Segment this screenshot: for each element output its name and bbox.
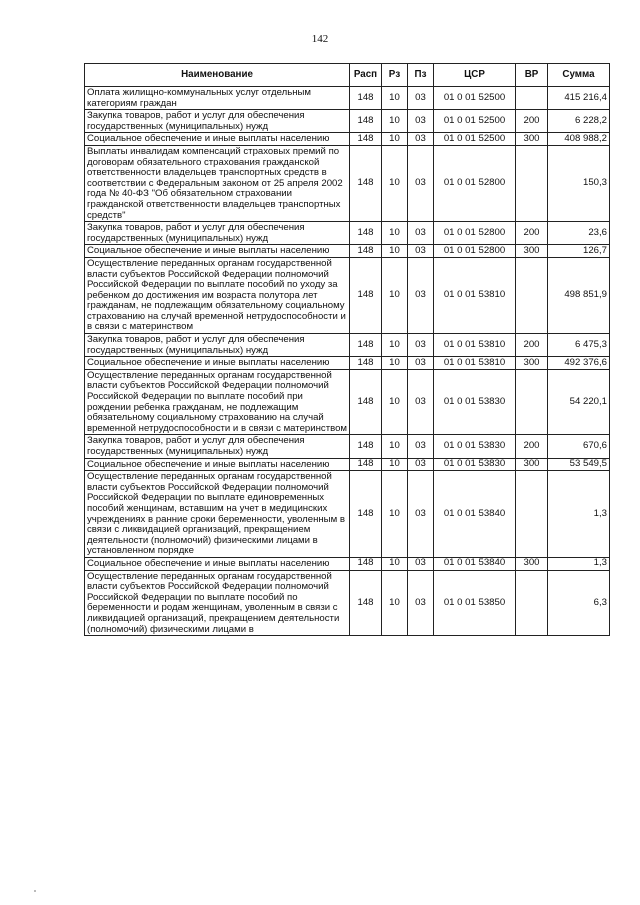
cell-sum: 492 376,6 (548, 357, 610, 370)
cell-rz: 10 (382, 570, 408, 636)
column-header-pz: Пз (408, 64, 434, 87)
column-header-name: Наименование (85, 64, 350, 87)
cell-csr: 01 0 01 52500 (434, 87, 516, 110)
cell-name: Осуществление переданных органам государственной власти субъектов Российской Федерации полномочий Российской Федерации по выплате пособий при рождении ребенка гражданам, не подлежащим обязательному социальному страхованию на случай временной нетрудоспособности и в связи с материнством (85, 369, 350, 435)
cell-pz: 03 (408, 334, 434, 357)
cell-sum: 1,3 (548, 557, 610, 570)
cell-rz: 10 (382, 334, 408, 357)
cell-name: Осуществление переданных органам государственной власти субъектов Российской Федерации полномочий Российской Федерации по выплате единовременных пособий женщинам, вставшим на учет в медицинских учреждениях в ранние сроки беременности, уволенным в связи с ликвидацией организаций, прекращением деятельности (полномочий) физическими лицами в установленном порядке (85, 471, 350, 558)
cell-rz: 10 (382, 557, 408, 570)
cell-rasp: 148 (350, 257, 382, 333)
cell-pz: 03 (408, 110, 434, 133)
cell-sum: 23,6 (548, 222, 610, 245)
cell-vr: 300 (516, 557, 548, 570)
cell-name: Социальное обеспечение и иные выплаты населению (85, 557, 350, 570)
cell-sum: 6,3 (548, 570, 610, 636)
cell-vr (516, 369, 548, 435)
cell-csr: 01 0 01 53830 (434, 458, 516, 471)
cell-name: Осуществление переданных органам государственной власти субъектов Российской Федерации полномочий Российской Федерации по выплате пособий по беременности и родам женщинам, уволенным в связи с ликвидацией организаций, прекращением деятельности (полномочий) физическими лицами в (85, 570, 350, 636)
table-header-row (85, 64, 610, 87)
cell-rasp: 148 (350, 110, 382, 133)
cell-sum: 6 475,3 (548, 334, 610, 357)
cell-name: Осуществление переданных органам государственной власти субъектов Российской Федерации полномочий Российской Федерации по выплате пособий по уходу за ребенком до достижения им возраста полутора лет гражданам, не подлежащим обязательному социальному страхованию на случай временной нетрудоспособности и в связи с материнством (85, 257, 350, 333)
cell-rz: 10 (382, 133, 408, 146)
table-row (85, 471, 610, 558)
cell-pz: 03 (408, 458, 434, 471)
cell-rz: 10 (382, 222, 408, 245)
cell-pz: 03 (408, 369, 434, 435)
cell-name: Социальное обеспечение и иные выплаты населению (85, 458, 350, 471)
cell-pz: 03 (408, 245, 434, 258)
cell-rz: 10 (382, 257, 408, 333)
cell-name: Социальное обеспечение и иные выплаты населению (85, 133, 350, 146)
cell-pz: 03 (408, 87, 434, 110)
table-row (85, 110, 610, 133)
cell-rz: 10 (382, 145, 408, 221)
cell-vr: 200 (516, 435, 548, 458)
cell-pz: 03 (408, 471, 434, 558)
cell-rz: 10 (382, 458, 408, 471)
cell-pz: 03 (408, 570, 434, 636)
cell-csr: 01 0 01 53810 (434, 357, 516, 370)
cell-csr: 01 0 01 52800 (434, 222, 516, 245)
table-row (85, 570, 610, 636)
table-row (85, 145, 610, 221)
scan-speck (34, 890, 36, 892)
cell-sum: 670,6 (548, 435, 610, 458)
cell-vr (516, 257, 548, 333)
cell-rz: 10 (382, 87, 408, 110)
cell-csr: 01 0 01 53840 (434, 557, 516, 570)
cell-rasp: 148 (350, 133, 382, 146)
column-header-rz: Рз (382, 64, 408, 87)
cell-vr: 200 (516, 222, 548, 245)
cell-pz: 03 (408, 257, 434, 333)
cell-pz: 03 (408, 133, 434, 146)
cell-sum: 126,7 (548, 245, 610, 258)
cell-rasp: 148 (350, 87, 382, 110)
cell-vr (516, 87, 548, 110)
cell-sum: 498 851,9 (548, 257, 610, 333)
cell-name: Закупка товаров, работ и услуг для обеспечения государственных (муниципальных) нужд (85, 435, 350, 458)
cell-csr: 01 0 01 52500 (434, 110, 516, 133)
cell-pz: 03 (408, 145, 434, 221)
column-header-rasp: Расп (350, 64, 382, 87)
cell-rasp: 148 (350, 471, 382, 558)
cell-vr (516, 471, 548, 558)
page-number: 142 (311, 33, 329, 45)
cell-rz: 10 (382, 245, 408, 258)
cell-pz: 03 (408, 435, 434, 458)
table-row (85, 87, 610, 110)
cell-vr: 300 (516, 245, 548, 258)
cell-name: Выплаты инвалидам компенсаций страховых премий по договорам обязательного страхования гражданской ответственности владельцев транспортных средств в соответствии с Федеральным законом от 25 апреля 2002 года № 40-ФЗ "Об обязательном страховании гражданской ответственности владельцев транспортных средств" (85, 145, 350, 221)
table-row (85, 357, 610, 370)
cell-sum: 150,3 (548, 145, 610, 221)
column-header-sum: Сумма (548, 64, 610, 87)
cell-name: Оплата жилищно-коммунальных услуг отдельным категориям граждан (85, 87, 350, 110)
table-row (85, 557, 610, 570)
cell-rasp: 148 (350, 570, 382, 636)
cell-pz: 03 (408, 222, 434, 245)
table-row (85, 334, 610, 357)
cell-rasp: 148 (350, 222, 382, 245)
cell-csr: 01 0 01 53830 (434, 369, 516, 435)
cell-rasp: 148 (350, 245, 382, 258)
table-row (85, 257, 610, 333)
table-row (85, 245, 610, 258)
cell-csr: 01 0 01 52800 (434, 145, 516, 221)
cell-csr: 01 0 01 53840 (434, 471, 516, 558)
cell-vr: 200 (516, 334, 548, 357)
cell-rasp: 148 (350, 557, 382, 570)
cell-rasp: 148 (350, 369, 382, 435)
cell-name: Закупка товаров, работ и услуг для обеспечения государственных (муниципальных) нужд (85, 222, 350, 245)
cell-sum: 1,3 (548, 471, 610, 558)
table-row (85, 133, 610, 146)
cell-sum: 53 549,5 (548, 458, 610, 471)
cell-rz: 10 (382, 110, 408, 133)
cell-vr: 200 (516, 110, 548, 133)
cell-rz: 10 (382, 357, 408, 370)
column-header-csr: ЦСР (434, 64, 516, 87)
cell-rz: 10 (382, 471, 408, 558)
cell-name: Закупка товаров, работ и услуг для обеспечения государственных (муниципальных) нужд (85, 110, 350, 133)
cell-rz: 10 (382, 435, 408, 458)
cell-sum: 54 220,1 (548, 369, 610, 435)
cell-csr: 01 0 01 53810 (434, 334, 516, 357)
cell-name: Социальное обеспечение и иные выплаты населению (85, 245, 350, 258)
cell-name: Закупка товаров, работ и услуг для обеспечения государственных (муниципальных) нужд (85, 334, 350, 357)
cell-rz: 10 (382, 369, 408, 435)
budget-table (84, 63, 610, 636)
cell-vr: 300 (516, 458, 548, 471)
cell-vr (516, 570, 548, 636)
cell-vr: 300 (516, 133, 548, 146)
cell-rasp: 148 (350, 145, 382, 221)
cell-rasp: 148 (350, 435, 382, 458)
cell-name: Социальное обеспечение и иные выплаты населению (85, 357, 350, 370)
cell-rasp: 148 (350, 357, 382, 370)
table-row (85, 222, 610, 245)
table-row (85, 369, 610, 435)
table-row (85, 458, 610, 471)
cell-pz: 03 (408, 557, 434, 570)
table-row (85, 435, 610, 458)
cell-csr: 01 0 01 52500 (434, 133, 516, 146)
cell-vr: 300 (516, 357, 548, 370)
cell-sum: 6 228,2 (548, 110, 610, 133)
cell-csr: 01 0 01 53810 (434, 257, 516, 333)
cell-sum: 408 988,2 (548, 133, 610, 146)
cell-csr: 01 0 01 53830 (434, 435, 516, 458)
cell-csr: 01 0 01 52800 (434, 245, 516, 258)
cell-vr (516, 145, 548, 221)
column-header-vr: ВР (516, 64, 548, 87)
cell-pz: 03 (408, 357, 434, 370)
cell-csr: 01 0 01 53850 (434, 570, 516, 636)
cell-rasp: 148 (350, 458, 382, 471)
cell-rasp: 148 (350, 334, 382, 357)
cell-sum: 415 216,4 (548, 87, 610, 110)
